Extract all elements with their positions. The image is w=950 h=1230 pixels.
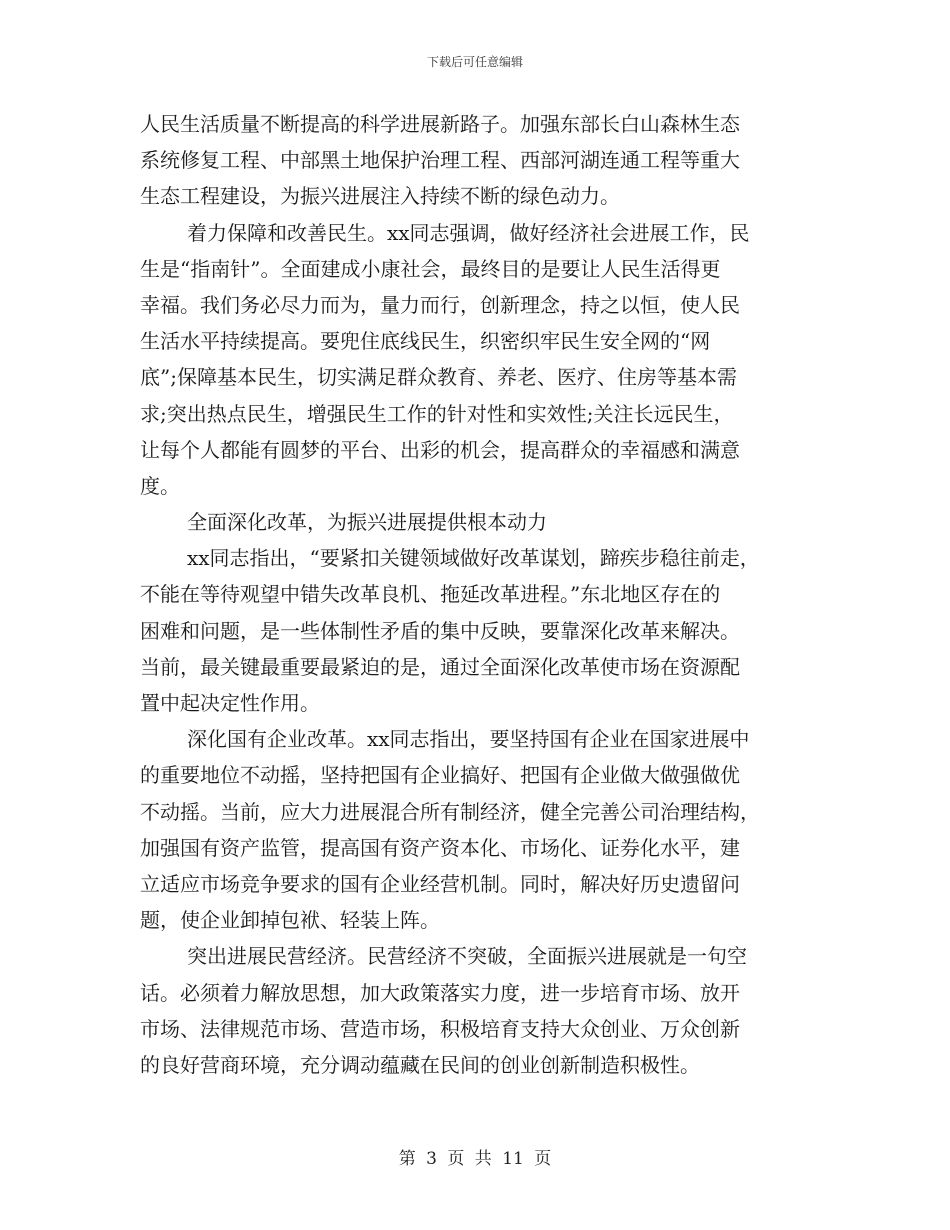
text-line: 生活水平持续提高。要兜住底线民生，织密织牢民生安全网的“网 — [140, 329, 711, 354]
text-line: 不动摇。当前，应大力进展混合所有制经济，健全完善公司治理结构， — [140, 799, 760, 824]
paragraph-start-line: 深化国有企业改革。xx同志指出，要坚持国有企业在国家进展中 — [187, 727, 750, 752]
page-header: 下载后可任意编辑 — [426, 55, 523, 69]
text-line: 让每个人都能有圆梦的平台、出彩的机会，提高群众的幸福感和满意 — [140, 437, 740, 462]
paragraph-start-line: 着力保障和改善民生。xx同志强调，做好经济社会进展工作，民 — [187, 220, 750, 245]
text-line: 系统修复工程、中部黑土地保护治理工程、西部河湖连通工程等重大 — [140, 148, 740, 173]
text-line: 生是“指南针”。全面建成小康社会，最终目的是要让人民生活得更 — [140, 256, 721, 281]
text-line: 题，使企业卸掉包袱、轻装上阵。 — [140, 908, 440, 933]
text-line: 话。必须着力解放思想，加大政策落实力度，进一步培育市场、放开 — [140, 980, 740, 1005]
text-line: 度。 — [140, 473, 180, 498]
text-line: 立适应市场竞争要求的国有企业经营机制。同时，解决好历史遗留问 — [140, 871, 740, 896]
paragraph-start-line: xx同志指出，“要紧扣关键领域做好改革谋划，蹄疾步稳往前走， — [187, 546, 760, 571]
document-body — [140, 106, 805, 1083]
text-line: 的良好营商环境，充分调动蕴藏在民间的创业创新制造积极性。 — [140, 1052, 700, 1077]
page-number: 第 3 页 共 11 页 — [398, 1149, 552, 1169]
text-line: 加强国有资产监管，提高国有资产资本化、市场化、证券化水平，建 — [140, 835, 740, 860]
text-line: 困难和问题，是一些体制性矛盾的集中反映，要靠深化改革来解决。 — [140, 618, 740, 643]
text-line: 置中起决定性作用。 — [140, 691, 320, 715]
text-line: 的重要地位不动摇，坚持把国有企业搞好、把国有企业做大做强做优 — [140, 763, 740, 788]
text-line: 人民生活质量不断提高的科学进展新路子。加强东部长白山森林生态 — [140, 112, 740, 136]
text-line: 不能在等待观望中错失改革良机、拖延改革进程。”东北地区存在的 — [140, 582, 721, 607]
text-line: 市场、法律规范市场、营造市场，积极培育支持大众创业、万众创新 — [140, 1016, 740, 1041]
text-line: 底”;保障基本民生，切实满足群众教育、养老、医疗、住房等基本需 — [140, 365, 737, 390]
text-line: 幸福。我们务必尽力而为，量力而行，创新理念，持之以恒，使人民 — [140, 292, 740, 317]
section-heading: 全面深化改革，为振兴进展提供根本动力 — [187, 510, 547, 535]
text-line: 当前，最关键最重要最紧迫的是，通过全面深化改革使市场在资源配 — [140, 654, 740, 679]
text-line: 求;突出热点民生，增强民生工作的针对性和实效性;关注长远民生， — [140, 401, 734, 426]
text-line: 生态工程建设，为振兴进展注入持续不断的绿色动力。 — [140, 184, 620, 209]
paragraph-start-line: 突出进展民营经济。民营经济不突破，全面振兴进展就是一句空 — [187, 944, 747, 969]
